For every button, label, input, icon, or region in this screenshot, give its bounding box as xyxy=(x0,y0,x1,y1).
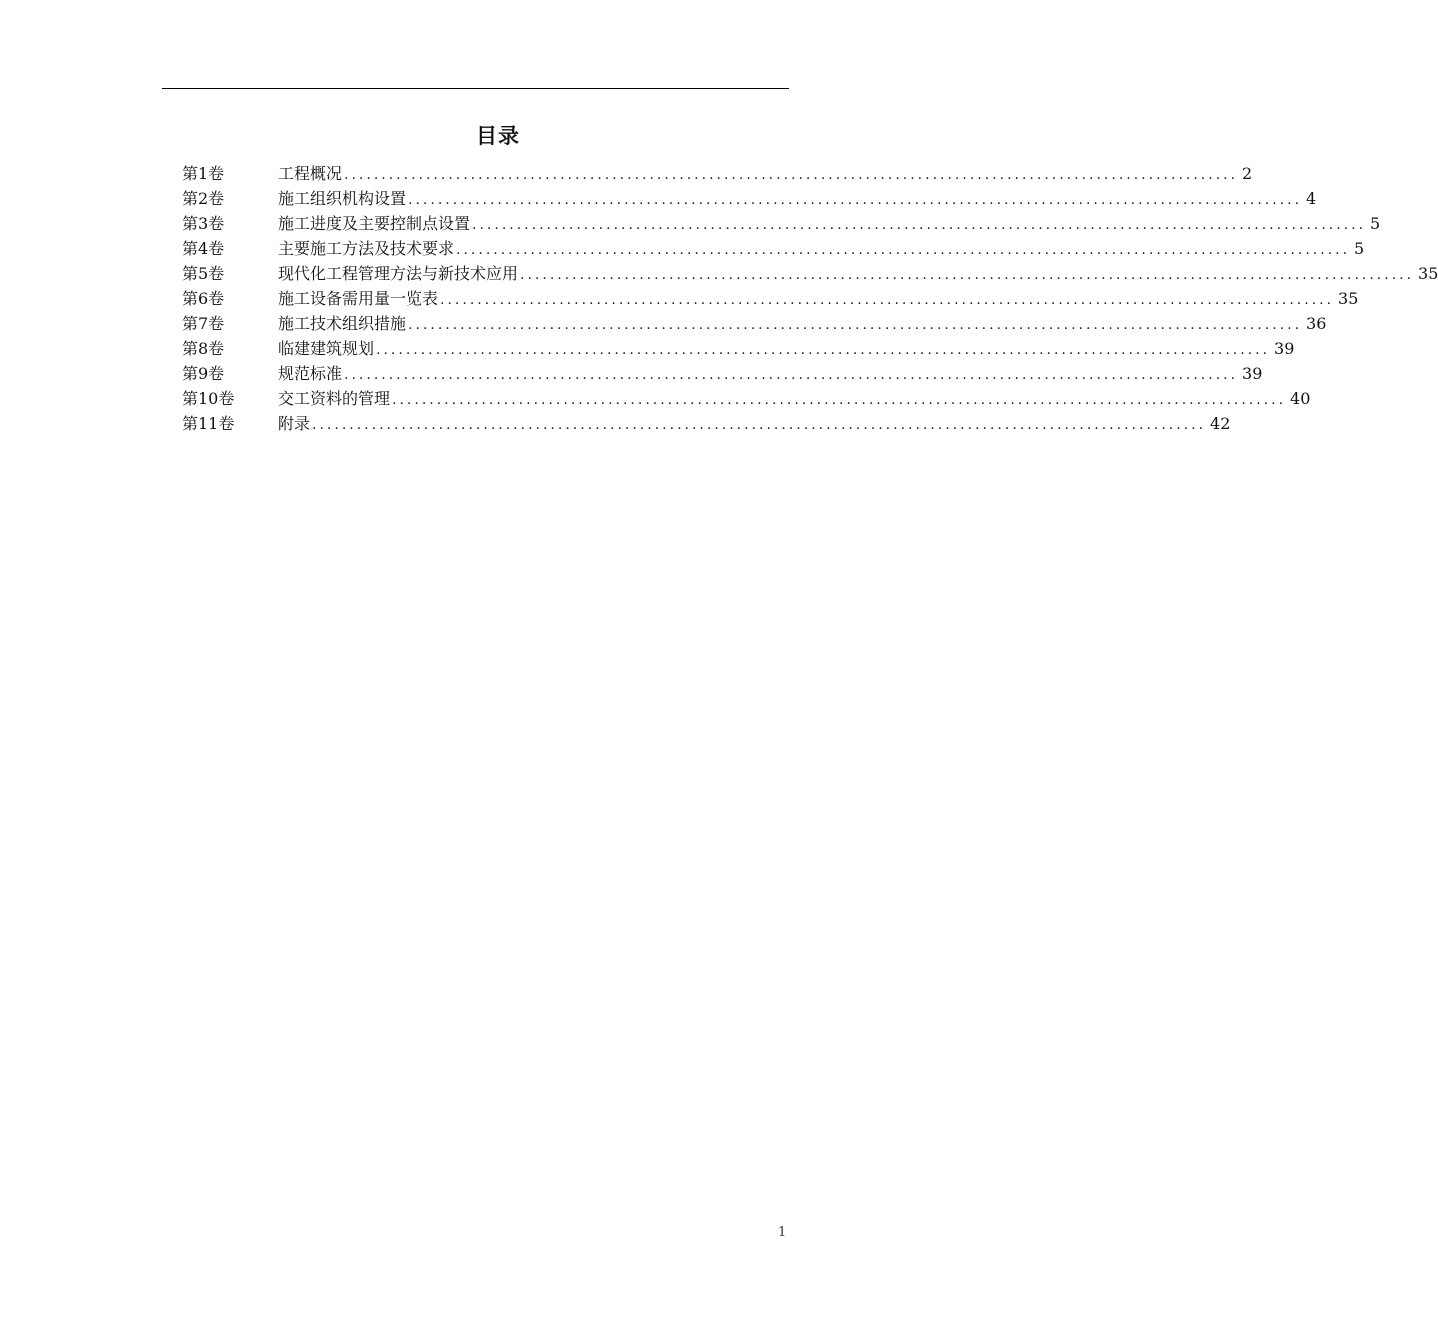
dot-leader: ........................................................................................................................ xyxy=(472,217,1367,233)
toc-page-number: 40 xyxy=(1290,389,1311,408)
toc-entry-name: 施工设备需用量一览表 xyxy=(278,289,439,308)
toc-page-number: 4 xyxy=(1306,189,1317,208)
toc-entry[interactable] xyxy=(182,161,1253,186)
toc-entry-name: 现代化工程管理方法与新技术应用 xyxy=(278,264,519,283)
toc-volume: 第2卷 xyxy=(182,189,225,208)
toc-page-number: 35 xyxy=(1338,289,1359,308)
toc-list xyxy=(182,161,1438,436)
toc-volume: 第1卷 xyxy=(182,164,225,183)
toc-entry[interactable] xyxy=(182,211,1381,236)
dot-leader: ........................................................................................................................ xyxy=(376,342,1271,358)
toc-title: 目录 xyxy=(476,124,520,148)
toc-entry-name: 主要施工方法及技术要求 xyxy=(278,239,455,258)
toc-page-number: 35 xyxy=(1418,264,1438,283)
dot-leader: ........................................................................................................................ xyxy=(344,367,1239,383)
toc-entry-name: 施工技术组织措施 xyxy=(278,314,407,333)
toc-entry[interactable] xyxy=(182,361,1263,386)
toc-entry-name: 附录 xyxy=(278,414,311,433)
toc-volume: 第4卷 xyxy=(182,239,225,258)
toc-page-number: 39 xyxy=(1242,364,1263,383)
toc-volume: 第9卷 xyxy=(182,364,225,383)
header-rule xyxy=(162,88,789,89)
dot-leader: ........................................................................................................................ xyxy=(344,167,1239,183)
toc-volume: 第7卷 xyxy=(182,314,225,333)
dot-leader: ........................................................................................................................ xyxy=(440,292,1335,308)
toc-entry-name: 规范标准 xyxy=(278,364,343,383)
toc-entry-name: 工程概况 xyxy=(278,164,343,183)
footer-page-number: 1 xyxy=(778,1225,787,1240)
toc-page-number: 36 xyxy=(1306,314,1327,333)
toc-page-number: 5 xyxy=(1370,214,1381,233)
toc-volume: 第10卷 xyxy=(182,389,235,408)
toc-entry[interactable] xyxy=(182,311,1327,336)
toc-entry-name: 临建建筑规划 xyxy=(278,339,375,358)
toc-entry[interactable] xyxy=(182,336,1295,361)
toc-entry-name: 施工进度及主要控制点设置 xyxy=(278,214,471,233)
toc-entry[interactable] xyxy=(182,186,1317,211)
toc-page-number: 39 xyxy=(1274,339,1295,358)
toc-entry[interactable] xyxy=(182,411,1231,436)
toc-volume: 第8卷 xyxy=(182,339,225,358)
toc-page-number: 5 xyxy=(1354,239,1365,258)
toc-volume: 第6卷 xyxy=(182,289,225,308)
dot-leader: ........................................................................................................................ xyxy=(408,192,1303,208)
toc-page-number: 42 xyxy=(1210,414,1231,433)
toc-entry-name: 交工资料的管理 xyxy=(278,389,391,408)
toc-entry[interactable] xyxy=(182,236,1365,261)
toc-entry-name: 施工组织机构设置 xyxy=(278,189,407,208)
dot-leader: ........................................................................................................................ xyxy=(456,242,1351,258)
dot-leader: ........................................................................................................................ xyxy=(312,417,1207,433)
toc-entry[interactable] xyxy=(182,386,1311,411)
toc-volume: 第5卷 xyxy=(182,264,225,283)
toc-page-number: 2 xyxy=(1242,164,1253,183)
toc-entry[interactable] xyxy=(182,286,1359,311)
dot-leader: ........................................................................................................................ xyxy=(392,392,1287,408)
toc-volume: 第3卷 xyxy=(182,214,225,233)
toc-entry[interactable] xyxy=(182,261,1438,286)
dot-leader: ........................................................................................................................ xyxy=(408,317,1303,333)
dot-leader: ........................................................................................................................ xyxy=(520,267,1415,283)
toc-volume: 第11卷 xyxy=(182,414,235,433)
